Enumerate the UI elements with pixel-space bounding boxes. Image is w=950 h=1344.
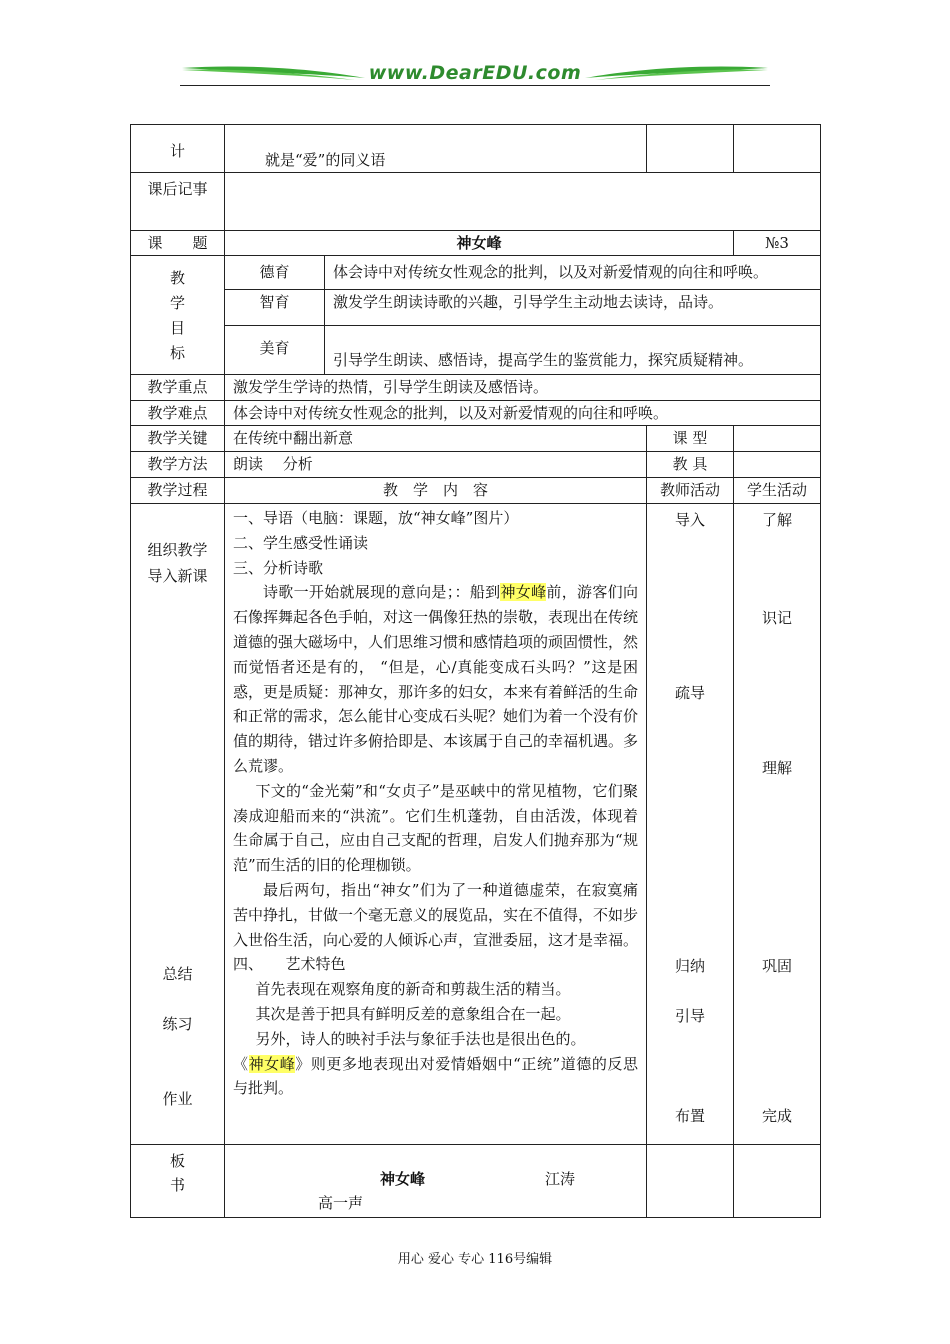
board-cell-3: [647, 1145, 734, 1218]
design-cell-3: [647, 125, 734, 173]
goals-label: [131, 256, 225, 375]
focus-text: 激发学生学诗的热情，引导学生朗读及感悟诗。: [225, 375, 821, 401]
content-text: 《: [233, 1054, 249, 1073]
design-text: 就是“爱”的同义语: [225, 125, 647, 173]
topic-title: 神女峰: [225, 231, 734, 256]
board-label-char: 板: [169, 1152, 185, 1170]
key-aux-label: 课 型: [647, 426, 734, 452]
stage-summary: 总结: [162, 965, 193, 983]
content-line: 一、导语（电脑：课题，放“神女峰”图片）: [233, 509, 519, 527]
content-text: 》则更多地表现出对爱情婚姻中“正统”道德的反思与批判。: [233, 1054, 638, 1098]
goals-label-char: 教: [169, 269, 185, 287]
content-line: 另外，诗人的映衬手法与象征手法也是很出色的。: [255, 1029, 586, 1048]
content-paragraph-1: [233, 580, 638, 778]
focus-label: 教学重点: [131, 375, 225, 401]
content-line: 其次是善于把具有鲜明反差的意象组合在一起。: [255, 1004, 571, 1023]
board-title: 神女峰: [380, 1170, 426, 1188]
process-content-head: 教 学 内 容: [225, 478, 647, 504]
highlighted-term: 神女峰: [500, 583, 547, 602]
board-author: 江涛: [545, 1170, 576, 1188]
process-content: [225, 504, 647, 1145]
content-text: 诗歌一开始就展现的意向是；：船到: [263, 583, 501, 602]
row-goal-moral: [131, 256, 821, 290]
design-label: 计: [131, 125, 225, 173]
row-difficulty: [131, 401, 821, 426]
notes-cell: [225, 173, 821, 231]
highlighted-term: 神女峰: [248, 1054, 296, 1073]
student-activity: 识记: [761, 609, 792, 627]
topic-label: 课 题: [131, 231, 225, 256]
topic-number: №3: [734, 231, 821, 256]
process-student-head: 学生活动: [734, 478, 821, 504]
board-cell-4: [734, 1145, 821, 1218]
teacher-activity: 归纳: [674, 957, 705, 975]
content-line: 四、 艺术特色: [233, 955, 346, 974]
stage-intro: 导入新课: [147, 567, 208, 585]
site-url: www.DearEDU.com: [368, 62, 582, 84]
content-line: 二、学生感受性诵读: [233, 533, 369, 552]
content-line: 三、分析诗歌: [233, 558, 324, 577]
teacher-activity: 引导: [674, 1007, 705, 1025]
header-rule: [180, 85, 770, 86]
teacher-activity: 疏导: [674, 684, 705, 702]
row-design: [131, 125, 821, 173]
stage-organize: 组织教学: [147, 541, 208, 559]
goal-moral-label: 德育: [225, 256, 325, 290]
row-goal-intellect: [131, 290, 821, 326]
key-label: 教学关键: [131, 426, 225, 452]
process-stage-column: [131, 504, 225, 1145]
lesson-plan-table: [130, 124, 821, 1218]
site-header: [180, 60, 770, 90]
design-cell-4: [734, 125, 821, 173]
key-aux-value: [734, 426, 821, 452]
board-label-char: 书: [169, 1176, 185, 1194]
row-process-body: [131, 504, 821, 1145]
goal-aesthetic-text: 引导学生朗读、感悟诗，提高学生的鉴赏能力，探究质疑精神。: [325, 326, 821, 375]
goals-label-char: 学: [169, 294, 185, 312]
row-topic: [131, 231, 821, 256]
goals-label-char: 目: [169, 319, 185, 337]
student-activity: 了解: [761, 511, 792, 529]
goal-intellect-text: 激发学生朗读诗歌的兴趣，引导学生主动地去读诗，品诗。: [325, 290, 821, 326]
stage-homework: 作业: [162, 1090, 193, 1108]
process-label: 教学过程: [131, 478, 225, 504]
student-activity: 完成: [761, 1107, 792, 1125]
method-label: 教学方法: [131, 452, 225, 478]
notes-label: 课后记事: [131, 173, 225, 231]
row-focus: [131, 375, 821, 401]
goal-moral-text: 体会诗中对传统女性观念的批判，以及对新爱情观的向往和呼唤。: [325, 256, 821, 290]
stage-practice: 练习: [162, 1015, 193, 1033]
difficulty-label: 教学难点: [131, 401, 225, 426]
key-text: 在传统中翻出新意: [225, 426, 647, 452]
page-footer: 用心 爱心 专心 116号编辑: [397, 1252, 553, 1267]
row-process-head: [131, 478, 821, 504]
method-text: 朗读 分析: [225, 452, 647, 478]
board-subtitle: 高一声: [318, 1194, 364, 1212]
board-label: [131, 1145, 225, 1218]
difficulty-text: 体会诗中对传统女性观念的批判，以及对新爱情观的向往和呼唤。: [225, 401, 821, 426]
process-student-column: [734, 504, 821, 1145]
row-method: [131, 452, 821, 478]
row-goal-aesthetic: [131, 326, 821, 375]
content-paragraph-2: 下文的“金光菊”和“女贞子”是巫峡中的常见植物，它们聚凑成迎船而来的“洪流”。它们生机蓬勃，自由活泼，体现着生命属于自己，应由自己支配的哲理，启发人们抛弃那为“规范”而生活的旧的伦理枷锁。: [233, 781, 638, 875]
process-teacher-column: [647, 504, 734, 1145]
process-teacher-head: 教师活动: [647, 478, 734, 504]
content-text: 前，游客们向石像挥舞起各色手帕，对这一偶像狂热的崇敬，表现出在传统道德的强大磁场中，人们思维习惯和感情趋项的顽固惯性，然而觉悟者还是有的， “但是，心/真能变成石头吗？”这是困惑，更是质疑：那神女，那许多的妇女，本来有着鲜活的生命和正常的需求，怎么能甘心变成石头呢？她们为着一个没有价值的期待，错过许多俯拾即是、本该属于自己的幸福机遇。多么荒谬。: [233, 583, 639, 775]
method-aux-value: [734, 452, 821, 478]
row-key: [131, 426, 821, 452]
goal-aesthetic-label: 美育: [225, 326, 325, 375]
row-board: [131, 1145, 821, 1218]
board-content: [225, 1145, 647, 1218]
student-activity: 巩固: [761, 957, 792, 975]
goals-label-char: 标: [169, 344, 185, 362]
content-paragraph-3: 最后两句，指出“神女”们为了一种道德虚荣，在寂寞痛苦中挣扎，甘做一个毫无意义的展览品，实在不值得，不如步入世俗生活，向心爱的人倾诉心声，宣泄委屈，这才是幸福。: [233, 880, 639, 949]
teacher-activity: 布置: [674, 1107, 705, 1125]
student-activity: 理解: [761, 759, 792, 777]
teacher-activity: 导入: [674, 511, 705, 529]
content-paragraph-4: [233, 1052, 638, 1102]
content-line: 首先表现在观察角度的新奇和剪裁生活的精当。: [255, 980, 571, 999]
row-notes: [131, 173, 821, 231]
method-aux-label: 教 具: [647, 452, 734, 478]
goal-intellect-label: 智育: [225, 290, 325, 326]
